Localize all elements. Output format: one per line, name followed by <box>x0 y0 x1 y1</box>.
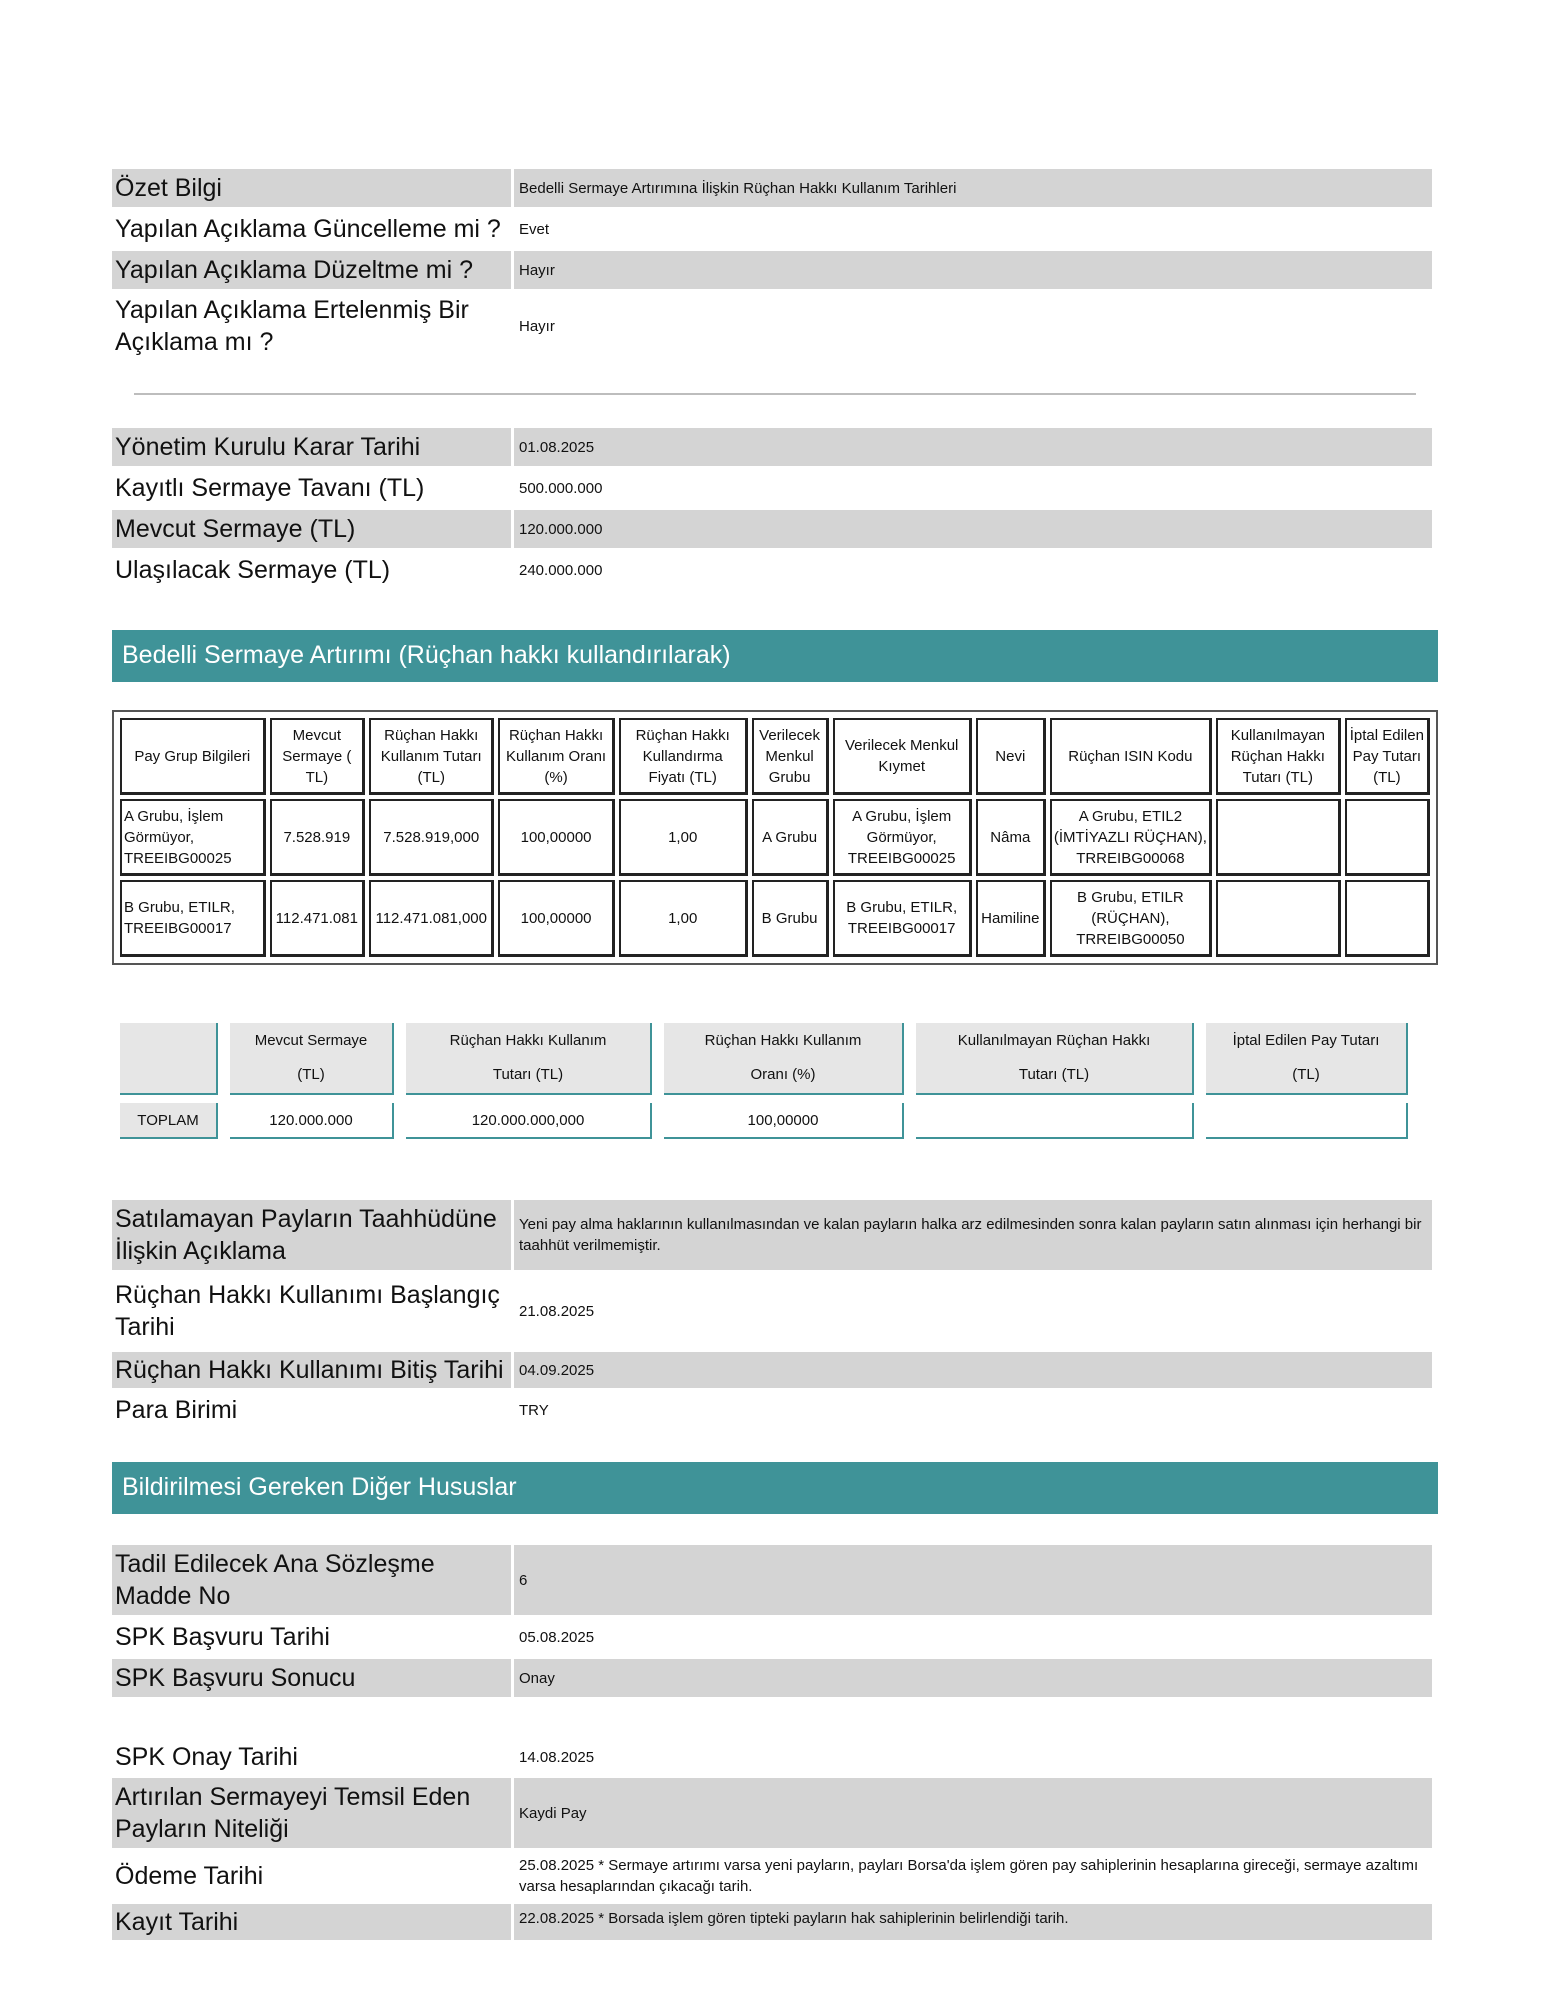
info-row <box>112 169 1432 207</box>
table-cell <box>1216 799 1341 876</box>
column-header-line: Mevcut Sermaye <box>254 1032 368 1049</box>
totals-table <box>108 1015 1420 1147</box>
info-row <box>112 510 1432 548</box>
column-header: Kullanılmayan Rüçhan Hakkı Tutarı (TL) <box>1216 718 1341 795</box>
field-label: Mevcut Sermaye (TL) <box>112 510 511 548</box>
field-label: SPK Başvuru Sonucu <box>112 1659 511 1697</box>
totals-row <box>120 1103 1408 1139</box>
totals-cell: 120.000.000 <box>230 1103 394 1139</box>
section-header: Bildirilmesi Gereken Diğer Hususlar <box>112 1462 1438 1514</box>
column-header-line: Tutarı (TL) <box>492 1066 564 1083</box>
field-value: Onay <box>514 1659 1432 1697</box>
table-cell <box>1345 799 1430 876</box>
field-label: Kayıt Tarihi <box>112 1904 511 1940</box>
totals-label: TOPLAM <box>120 1103 218 1139</box>
field-value: 14.08.2025 <box>519 1748 595 1766</box>
field-value: Bedelli Sermaye Artırımına İlişkin Rüçhan Hakkı Kullanım Tarihleri <box>514 169 1432 207</box>
info-row <box>112 428 1432 466</box>
table-cell: B Grubu, ETILR (RÜÇHAN), TRREIBG00050 <box>1050 880 1212 957</box>
column-header: İptal Edilen Pay Tutarı (TL) <box>1345 718 1430 795</box>
field-label: Rüçhan Hakkı Kullanımı Bitiş Tarihi <box>112 1352 511 1388</box>
field-value: Evet <box>519 220 550 238</box>
rights-period-table <box>109 1197 1435 1432</box>
field-label: Tadil Edilecek Ana Sözleşme Madde No <box>112 1545 511 1615</box>
table-cell: B Grubu, ETILR, TREEIBG00017 <box>120 880 266 957</box>
column-header: Verilecek Menkul Kıymet <box>833 718 972 795</box>
column-header <box>120 1023 218 1095</box>
table-cell: 7.528.919,000 <box>369 799 494 876</box>
column-header-line: Oranı (%) <box>750 1066 816 1083</box>
table-cell: 1,00 <box>619 799 748 876</box>
field-label: Yapılan Açıklama Düzeltme mi ? <box>112 251 511 289</box>
info-row <box>112 1659 1432 1697</box>
info-row <box>112 1391 1432 1429</box>
table-cell: 1,00 <box>619 880 748 957</box>
rights-detail-table-wrapper <box>112 710 1438 965</box>
column-header-line: Tutarı (TL) <box>1018 1066 1090 1083</box>
table-cell: B Grubu, ETILR, TREEIBG00017 <box>833 880 972 957</box>
field-label: Rüçhan Hakkı Kullanımı Başlangıç Tarihi <box>115 1281 500 1341</box>
column-header: Rüçhan Hakkı Kullandırma Fiyatı (TL) <box>619 718 748 795</box>
totals-cell <box>916 1103 1194 1139</box>
totals-cell: 100,00000 <box>664 1103 904 1139</box>
column-header: Mevcut Sermaye ( TL) <box>270 718 366 795</box>
column-header <box>230 1023 394 1095</box>
table-cell: A Grubu, ETIL2 (İMTİYAZLI RÜÇHAN), TRREIBG00068 <box>1050 799 1212 876</box>
totals-cell: 120.000.000,000 <box>406 1103 652 1139</box>
field-label: Özet Bilgi <box>112 169 511 207</box>
column-header: Rüçhan Hakkı Kullanım Oranı (%) <box>498 718 614 795</box>
info-row <box>112 1778 1432 1848</box>
table-row <box>120 799 1430 876</box>
column-header: Rüçhan Hakkı Kullanım Tutarı (TL) <box>369 718 494 795</box>
column-header-line: Kullanılmayan Rüçhan Hakkı <box>957 1032 1151 1049</box>
totals-header-row <box>120 1023 1408 1095</box>
column-header: Nevi <box>976 718 1046 795</box>
column-header: Rüçhan ISIN Kodu <box>1050 718 1212 795</box>
field-label: Yapılan Açıklama Güncelleme mi ? <box>115 215 501 243</box>
column-header-line: Rüçhan Hakkı Kullanım <box>704 1032 862 1049</box>
field-label: Yapılan Açıklama Ertelenmiş Bir Açıklama mı ? <box>115 296 469 356</box>
table-cell: A Grubu, İşlem Görmüyor, TREEIBG00025 <box>120 799 266 876</box>
table-cell: Hamiline <box>976 880 1046 957</box>
field-value: 22.08.2025 * Borsada işlem gören tipteki payların hak sahiplerinin belirlendiği tarih. <box>514 1904 1432 1940</box>
field-value: TRY <box>519 1401 549 1419</box>
totals-cell <box>1206 1103 1408 1139</box>
column-header <box>1206 1023 1408 1095</box>
info-row <box>112 1904 1432 1940</box>
column-header-line: Rüçhan Hakkı Kullanım <box>449 1032 607 1049</box>
field-value: 6 <box>514 1545 1432 1615</box>
column-header: Verilecek Menkul Grubu <box>752 718 829 795</box>
field-value: 500.000.000 <box>519 479 603 497</box>
table-cell: 100,00000 <box>498 880 614 957</box>
field-value: 05.08.2025 <box>519 1628 595 1646</box>
field-value: 120.000.000 <box>514 510 1432 548</box>
field-value: Kaydi Pay <box>514 1778 1432 1848</box>
table-cell <box>1216 880 1341 957</box>
info-row <box>112 1739 1432 1775</box>
table-cell: 112.471.081,000 <box>369 880 494 957</box>
section-header: Bedelli Sermaye Artırımı (Rüçhan hakkı kullandırılarak) <box>112 630 1438 682</box>
field-label: Artırılan Sermayeyi Temsil Eden Payların Niteliği <box>112 1778 511 1848</box>
field-label: SPK Başvuru Tarihi <box>115 1623 330 1651</box>
info-row <box>112 1352 1432 1388</box>
info-row <box>112 551 1432 589</box>
other-matters-table <box>109 1542 1435 1700</box>
table-cell: 100,00000 <box>498 799 614 876</box>
info-row <box>112 210 1432 248</box>
disclosure-page <box>112 166 1438 1943</box>
column-header-line: (TL) <box>297 1066 325 1083</box>
table-cell: B Grubu <box>752 880 829 957</box>
info-row <box>112 1851 1432 1901</box>
field-label: Satılamayan Payların Taahhüdüne İlişkin Açıklama <box>112 1200 511 1270</box>
field-value: 21.08.2025 <box>519 1302 595 1320</box>
info-row <box>112 292 1432 360</box>
field-value: 25.08.2025 * Sermaye artırımı varsa yeni payların, payları Borsa'da işlem gören pay sahiplerinin hesaplarına gireceği, sermaye azaltımı varsa hesaplarından çıkacağı tarih. <box>519 1857 1419 1895</box>
field-label: Para Birimi <box>115 1396 238 1424</box>
column-header-line: (TL) <box>1292 1066 1320 1083</box>
column-header <box>406 1023 652 1095</box>
divider <box>134 393 1416 395</box>
field-value: 04.09.2025 <box>514 1352 1432 1388</box>
info-row <box>112 1273 1432 1349</box>
table-row <box>120 880 1430 957</box>
field-label: Ödeme Tarihi <box>115 1862 264 1890</box>
rights-detail-table <box>116 714 1434 961</box>
table-cell: Nâma <box>976 799 1046 876</box>
field-value: Hayır <box>519 317 555 335</box>
column-header <box>916 1023 1194 1095</box>
field-value: 240.000.000 <box>519 561 603 579</box>
field-label: Kayıtlı Sermaye Tavanı (TL) <box>115 474 425 502</box>
column-header: Pay Grup Bilgileri <box>120 718 266 795</box>
general-info-table <box>109 166 1435 363</box>
column-header <box>664 1023 904 1095</box>
field-label: SPK Onay Tarihi <box>115 1743 298 1771</box>
info-row <box>112 1200 1432 1270</box>
table-header-row <box>120 718 1430 795</box>
info-row <box>112 1618 1432 1656</box>
field-label: Yönetim Kurulu Karar Tarihi <box>112 428 511 466</box>
field-value: Hayır <box>514 251 1432 289</box>
capital-info-table <box>109 425 1435 592</box>
table-cell: 112.471.081 <box>270 880 366 957</box>
info-row <box>112 1545 1432 1615</box>
table-cell <box>1345 880 1430 957</box>
table-cell: A Grubu, İşlem Görmüyor, TREEIBG00025 <box>833 799 972 876</box>
info-row <box>112 251 1432 289</box>
field-value: 01.08.2025 <box>514 428 1432 466</box>
field-value: Yeni pay alma haklarının kullanılmasından ve kalan payların halka arz edilmesinden sonra kalan payların satın alınması için herhangi bir taahhüt verilmemiştir. <box>514 1200 1432 1270</box>
info-row <box>112 469 1432 507</box>
field-label: Ulaşılacak Sermaye (TL) <box>115 556 391 584</box>
approval-info-table <box>109 1736 1435 1943</box>
table-cell: A Grubu <box>752 799 829 876</box>
column-header-line: İptal Edilen Pay Tutarı <box>1232 1032 1380 1049</box>
table-cell: 7.528.919 <box>270 799 366 876</box>
